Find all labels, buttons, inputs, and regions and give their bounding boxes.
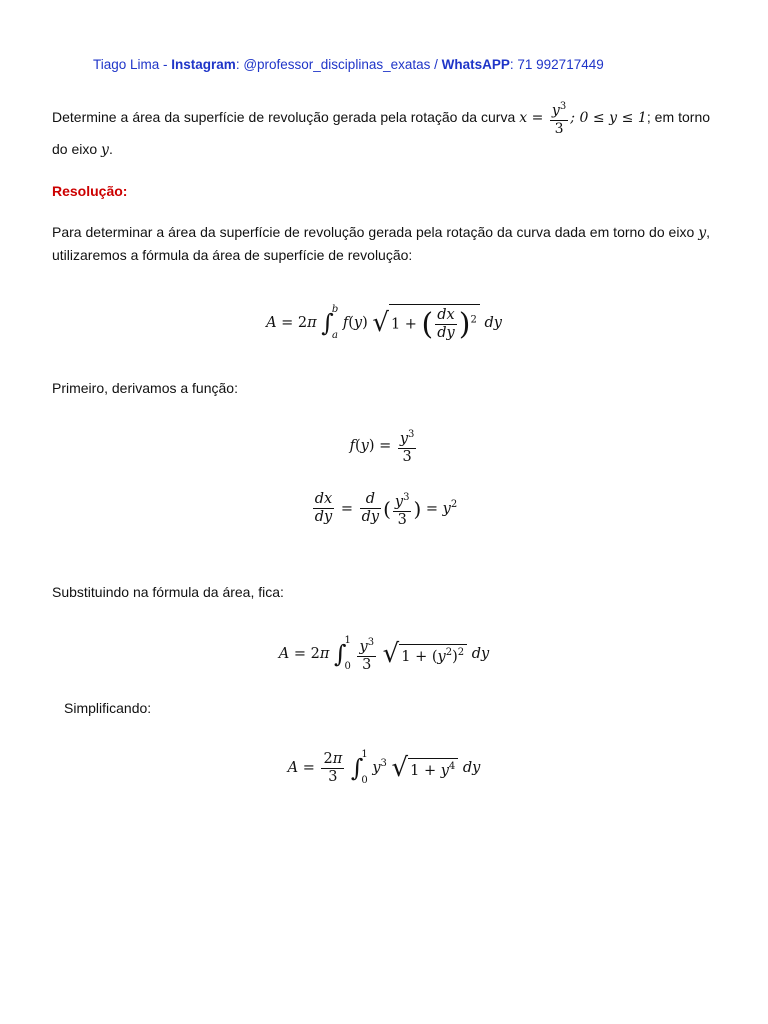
curve-equation: x = $\frac{y^3}{3}$ — [519, 110, 570, 126]
problem-axis: y — [101, 141, 109, 158]
problem-text-after: ; em torno do eixo — [52, 108, 711, 157]
problem-text: Determine a área da superfície de revolução gerada pela rotação da curva — [52, 108, 520, 125]
derivative-equation: $\frac{dx}{dy}$ = $\frac{d}{dy}$ ( $\frac{y^3}{3}$ ) = $y^2$ — [0, 489, 768, 529]
paragraph-derive: Primeiro, derivamos a função: — [52, 380, 238, 396]
paragraph-intro-axis: y — [698, 225, 707, 241]
instagram-handle: : @professor_disciplinas_exatas / — [235, 57, 442, 72]
whatsapp-label: WhatsAPP — [441, 57, 510, 72]
paragraph-simplify: Simplificando: — [64, 700, 152, 716]
paragraph-substitute: Substituindo na fórmula da área, fica: — [52, 584, 284, 600]
resolution-heading: Resolução: — [52, 183, 128, 199]
whatsapp-number: : 71 992717449 — [509, 57, 604, 72]
problem-interval: ; 0 ≤ y ≤ 1 — [570, 109, 647, 126]
problem-end: . — [108, 140, 113, 157]
paragraph-intro — [52, 221, 710, 266]
problem-statement — [52, 98, 710, 161]
document-header — [93, 57, 604, 72]
substituted-formula: A = 2π ∫ 1 0 $\frac{y^3}{3}$ √ $1 + (y^2)^2$ dy — [278, 635, 490, 673]
simplified-formula: A = $\frac{2\pi}{3}$ ∫ 1 0 $y^3$ √ $1 + y^4$ dy — [287, 749, 481, 786]
author-name: Tiago Lima - — [93, 57, 172, 72]
function-definition: f(y) = $\frac{y^3}{3}$ — [0, 426, 768, 466]
surface-area-formula: A = 2π ∫ b a f(y) √ 1 + ( $\frac{dx}{dy}$ )$^2$ dy — [266, 304, 502, 342]
paragraph-intro-text-after: , utilizaremos a fórmula da área de superfície de revolução: — [52, 224, 710, 263]
paragraph-intro-text: Para determinar a área da superfície de revolução gerada pela rotação da curva dada em torno do eixo — [52, 224, 699, 240]
instagram-label: Instagram — [171, 57, 236, 72]
